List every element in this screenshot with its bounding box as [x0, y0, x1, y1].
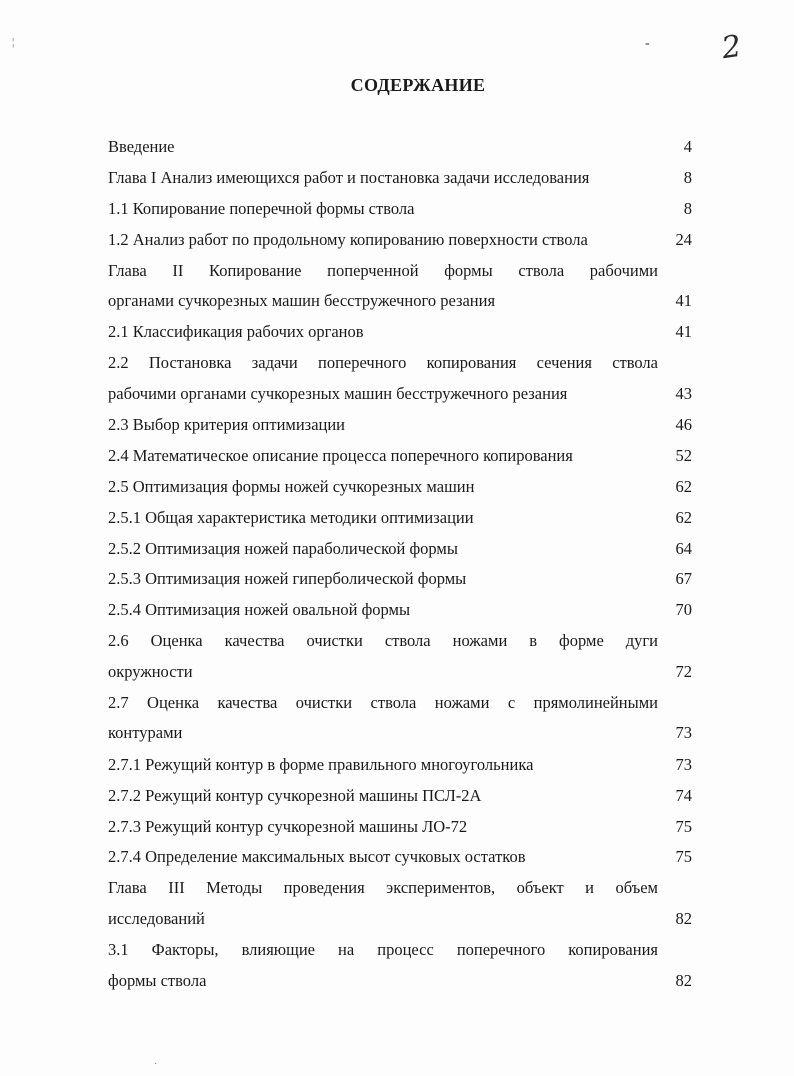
- toc-entry-text: органами сучкорезных машин бесстружечного резания: [108, 291, 496, 310]
- toc-entry-page: 70: [675, 600, 692, 619]
- toc-entry: [108, 754, 692, 776]
- toc-entry: [108, 939, 692, 961]
- toc-entry-text: 2.5.4 Оптимизация ножей овальной формы: [108, 600, 411, 619]
- toc-entry-page: 75: [675, 847, 692, 866]
- toc-entry-page: 73: [675, 755, 692, 774]
- toc-entry: [108, 630, 692, 652]
- toc-entry: [108, 445, 692, 467]
- handwritten-page-number: 2: [719, 28, 744, 67]
- toc-entry-text: 2.5.1 Общая характеристика методики оптимизации: [108, 508, 474, 527]
- toc-entry-page: 41: [675, 322, 692, 341]
- toc-entry: [108, 970, 692, 992]
- toc-entry-text: 2.7.2 Режущий контур сучкорезной машины ПСЛ-2А: [108, 786, 482, 805]
- toc-entry-text: 2.7.1 Режущий контур в форме правильного многоугольника: [108, 755, 534, 774]
- toc-entry: [108, 661, 692, 683]
- toc-entry-text: 2.7.4 Определение максимальных высот сучковых остатков: [108, 847, 526, 866]
- page-title: СОДЕРЖАНИЕ: [350, 75, 486, 95]
- toc-entry: [108, 383, 692, 405]
- toc-entry-page: 62: [675, 477, 692, 496]
- toc-entry: [108, 507, 692, 529]
- toc-entry-page: 62: [675, 508, 692, 527]
- toc-entry: [108, 846, 692, 868]
- toc-entry-text: 2.7 Оценка качества очистки ствола ножами с прямолинейными: [108, 693, 658, 712]
- toc-entry: [108, 538, 692, 560]
- toc-entry-page: 82: [675, 909, 692, 928]
- toc-entry: [108, 785, 692, 807]
- toc-entry: [108, 476, 692, 498]
- toc-entry-page: 4: [683, 137, 692, 156]
- toc-entry-page: 75: [675, 817, 692, 836]
- toc-entry-page: 46: [675, 415, 692, 434]
- toc-entry-text: Глава II Копирование поперченной формы ствола рабочими: [108, 261, 658, 280]
- toc-entry: [108, 229, 692, 251]
- toc-entry-text: контурами: [108, 723, 183, 742]
- toc-entry: [108, 198, 692, 220]
- toc-entry-text: Введение: [108, 137, 175, 156]
- toc-entry-text: исследований: [108, 909, 205, 928]
- toc-entry-text: 2.3 Выбор критерия оптимизации: [108, 415, 346, 434]
- toc-entry-text: формы ствола: [108, 971, 207, 990]
- toc-entry: [108, 908, 692, 930]
- toc-entry: [108, 599, 692, 621]
- toc-entry-page: 41: [675, 291, 692, 310]
- toc-entry: [108, 136, 692, 158]
- toc-entry-page: 8: [683, 199, 692, 218]
- toc-entry: [108, 816, 692, 838]
- toc-entry-text: 2.5.2 Оптимизация ножей параболической формы: [108, 539, 458, 558]
- scan-mark: ˙: [154, 1062, 158, 1073]
- toc-entry: [108, 352, 692, 374]
- toc-entry-page: 82: [675, 971, 692, 990]
- scan-mark: -: [645, 36, 650, 51]
- toc-entry-text: 1.2 Анализ работ по продольному копированию поверхности ствола: [108, 230, 588, 249]
- toc-entry: [108, 414, 692, 436]
- toc-entry-page: 8: [683, 168, 692, 187]
- toc-entry-text: 2.4 Математическое описание процесса поперечного копирования: [108, 446, 573, 465]
- toc-entry-text: 2.5.3 Оптимизация ножей гиперболической формы: [108, 569, 467, 588]
- toc-entry-text: рабочими органами сучкорезных машин бесстружечного резания: [108, 384, 568, 403]
- scan-mark: ¦: [12, 36, 15, 48]
- toc-entry-page: 72: [675, 662, 692, 681]
- toc-entry-page: 73: [675, 723, 692, 742]
- toc-entry-text: 3.1 Факторы, влияющие на процесс поперечного копирования: [108, 940, 658, 959]
- toc-entry-text: 2.2 Постановка задачи поперечного копирования сечения ствола: [108, 353, 658, 372]
- toc-entry-text: 2.5 Оптимизация формы ножей сучкорезных машин: [108, 477, 475, 496]
- toc-entry-text: 2.7.3 Режущий контур сучкорезной машины ЛО-72: [108, 817, 468, 836]
- toc-entry-text: окружности: [108, 662, 193, 681]
- toc-entry: [108, 568, 692, 590]
- toc-entry-text: Глава III Методы проведения экспериментов, объект и объем: [108, 878, 658, 897]
- toc-entry-page: 24: [675, 230, 692, 249]
- toc-entry: [108, 877, 692, 899]
- toc-entry: [108, 290, 692, 312]
- toc-entry-text: 1.1 Копирование поперечной формы ствола: [108, 199, 415, 218]
- toc-entry-page: 52: [675, 446, 692, 465]
- toc-entry-page: 43: [675, 384, 692, 403]
- toc-entry-page: 74: [675, 786, 692, 805]
- toc-entry-text: 2.6 Оценка качества очистки ствола ножами в форме дуги: [108, 631, 658, 650]
- toc-entry: [108, 692, 692, 714]
- toc-entry: [108, 321, 692, 343]
- toc-entry: [108, 167, 692, 189]
- toc-entry-page: 67: [675, 569, 692, 588]
- toc-entry-text: 2.1 Классификация рабочих органов: [108, 322, 364, 341]
- toc-entry: [108, 722, 692, 744]
- toc-entry-text: Глава I Анализ имеющихся работ и постановка задачи исследования: [108, 168, 590, 187]
- toc-entry: [108, 260, 692, 282]
- toc-entry-page: 64: [675, 539, 692, 558]
